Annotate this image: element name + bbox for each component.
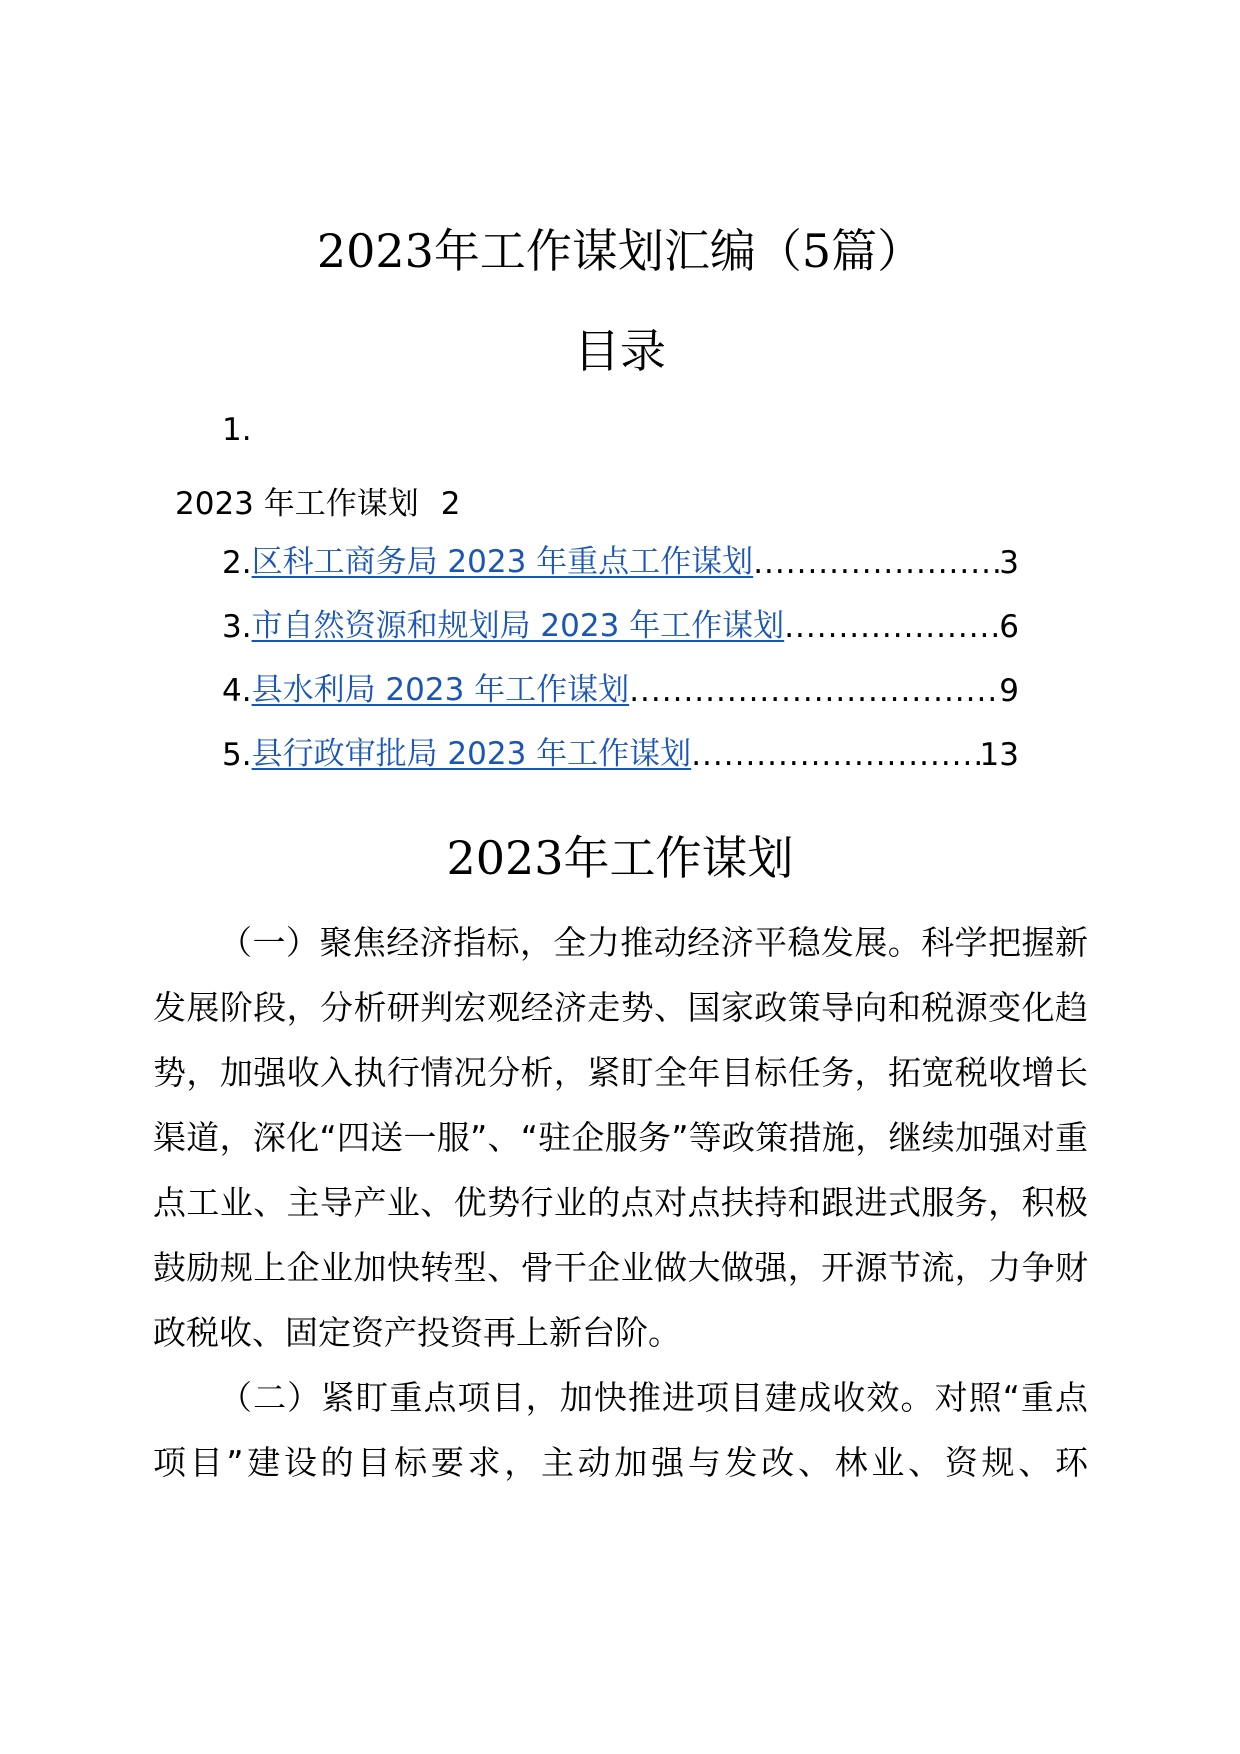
toc-item-1-number: 1. xyxy=(222,412,252,448)
toc-item-number: 5. xyxy=(222,737,252,773)
body-paragraph-1: （一）聚焦经济指标，全力推动经济平稳发展。科学把握新发展阶段，分析研判宏观经济走势、国家政策导向和税源变化趋势，加强收入执行情况分析，紧盯全年目标任务，拓宽税收增长渠道，深化“四送一服”、“驻企服务”等政策措施，继续加强对重点工业、主导产业、优势行业的点对点扶持和跟进式服务，积极鼓励规上企业加快转型、骨干企业做大做强，开源节流，力争财政税收、固定资产投资再上新台阶。 xyxy=(153,923,1088,1352)
toc-item-link[interactable]: 区科工商务局 2023 年重点工作谋划 xyxy=(251,544,754,580)
title-suffix: 篇） xyxy=(831,224,924,278)
toc-item-link[interactable]: 县水利局 2023 年工作谋划 xyxy=(251,672,630,708)
toc-item-5[interactable] xyxy=(222,729,1019,773)
toc-leader xyxy=(691,737,979,773)
section-title-year: 2023 xyxy=(446,831,564,885)
toc-item-page: 13 xyxy=(979,737,1019,773)
document-title xyxy=(0,215,1240,281)
toc-item-link[interactable]: 市自然资源和规划局 2023 年工作谋划 xyxy=(251,608,785,644)
toc-item-1[interactable] xyxy=(175,478,460,523)
body-paragraph-2: （二）紧盯重点项目，加快推进项目建成收效。对照“重点项目”建设的目标要求，主动加强与发改、林业、资规、环 xyxy=(153,1378,1088,1482)
title-text: 年工作谋划汇编（ xyxy=(433,224,802,278)
toc-item-2[interactable] xyxy=(222,537,1019,581)
toc-item-number: 4. xyxy=(222,673,252,709)
toc-item-page: 6 xyxy=(999,609,1019,645)
toc-leader xyxy=(629,673,999,709)
toc-item-page: 3 xyxy=(999,545,1019,581)
toc-leader xyxy=(753,545,999,581)
toc-item-1-title[interactable]: 2023 年工作谋划 xyxy=(175,486,419,522)
toc-item-page: 9 xyxy=(999,673,1019,709)
section-title xyxy=(0,822,1240,888)
toc-item-link[interactable]: 县行政审批局 2023 年工作谋划 xyxy=(251,736,692,772)
toc-item-number: 3. xyxy=(222,609,252,645)
toc-item-1-page: 2 xyxy=(440,486,461,522)
toc-item-4[interactable] xyxy=(222,665,1019,709)
toc-item-number: 2. xyxy=(222,545,252,581)
toc-leader xyxy=(784,609,999,645)
toc-item-3[interactable] xyxy=(222,601,1019,645)
title-year: 2023 xyxy=(316,224,434,278)
section-title-text: 年工作谋划 xyxy=(563,831,794,885)
toc-heading: 目录 xyxy=(574,324,666,378)
title-count: 5 xyxy=(801,224,832,278)
